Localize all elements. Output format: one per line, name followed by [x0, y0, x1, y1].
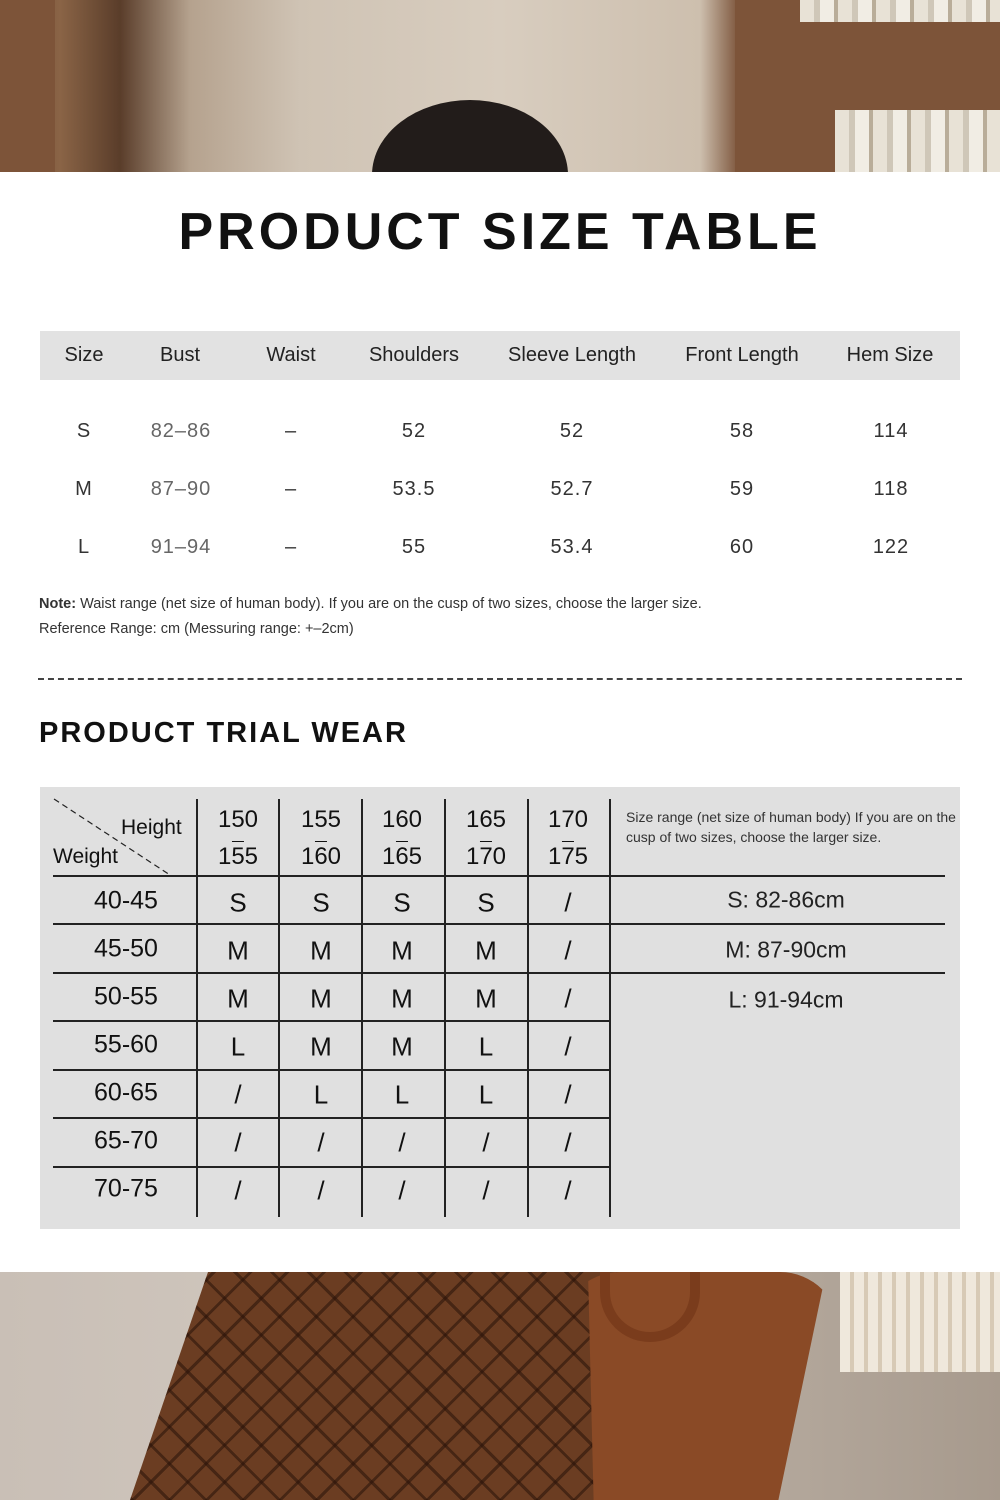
- table-cell: 52.7: [550, 478, 594, 500]
- table-cell: 52: [401, 420, 427, 442]
- size-cell: M: [227, 983, 249, 1014]
- size-cell: /: [317, 1175, 325, 1206]
- reference-range-note: Reference Range: cm (Messuring range: +–2cm): [39, 621, 354, 637]
- table-cell: 82–86: [150, 420, 212, 442]
- grid-line: [53, 923, 945, 925]
- height-from: 150: [217, 806, 259, 833]
- table-cell: 52: [559, 420, 585, 442]
- range-note: Size range (net size of human body) If you are on the cusp of two sizes, choose the larger size.: [626, 809, 956, 845]
- range-l: L: 91-94cm: [728, 986, 844, 1013]
- weight-label: 65-70: [94, 1126, 158, 1155]
- table-cell: –: [284, 536, 298, 558]
- grid-line: [527, 799, 529, 1217]
- size-note: [39, 596, 702, 612]
- height-from: 170: [547, 806, 589, 833]
- table-cell: 53.4: [550, 536, 594, 558]
- bookshelf-bottom-right: [840, 1272, 1000, 1372]
- size-cell: L: [478, 1031, 494, 1062]
- size-cell: /: [564, 887, 572, 918]
- header-bust: Bust: [159, 344, 201, 366]
- table-cell: M: [75, 478, 93, 500]
- header-front-length: Front Length: [685, 344, 799, 366]
- grid-line: [53, 1020, 610, 1022]
- weight-label: 45-50: [94, 934, 158, 963]
- size-table-header: [40, 331, 960, 380]
- trial-wear-table: [40, 787, 960, 1229]
- size-cell: S: [229, 887, 247, 918]
- note-text: Waist range (net size of human body). If you are on the cusp of two sizes, choose the larger size.: [76, 596, 702, 612]
- section-divider: [38, 678, 962, 680]
- size-cell: /: [564, 1079, 572, 1110]
- size-cell: S: [477, 887, 495, 918]
- grid-line: [53, 1069, 610, 1071]
- weight-label: 70-75: [94, 1174, 158, 1203]
- header-size: Size: [64, 344, 104, 366]
- grid-line: [53, 875, 945, 877]
- height-range-160: [382, 801, 422, 875]
- table-cell: 53.5: [392, 478, 436, 500]
- table-cell: L: [77, 536, 91, 558]
- weight-label: 55-60: [94, 1030, 158, 1059]
- height-to: 170: [466, 838, 506, 875]
- grid-line: [278, 799, 280, 1217]
- size-cell: L: [394, 1079, 410, 1110]
- header-hem-size: Hem Size: [846, 344, 934, 366]
- size-cell: /: [564, 1127, 572, 1158]
- grid-line: [53, 1117, 610, 1119]
- size-cell: /: [564, 935, 572, 966]
- weight-label: 50-55: [94, 982, 158, 1011]
- size-cell: M: [391, 983, 413, 1014]
- size-cell: /: [564, 983, 572, 1014]
- grid-line: [444, 799, 446, 1217]
- size-card: [0, 172, 1000, 1272]
- size-cell: /: [482, 1175, 490, 1206]
- height-from: 165: [465, 806, 507, 833]
- size-cell: L: [478, 1079, 494, 1110]
- table-cell: 55: [401, 536, 427, 558]
- background-photo-top: [0, 0, 1000, 172]
- size-cell: /: [564, 1031, 572, 1062]
- note-label: Note:: [39, 596, 77, 612]
- trial-wear-title: PRODUCT TRIAL WEAR: [39, 717, 408, 749]
- height-range-165: [466, 801, 506, 875]
- height-to: 175: [548, 838, 588, 875]
- bookshelf-left: [0, 0, 55, 172]
- table-cell: 87–90: [150, 478, 212, 500]
- grid-line: [196, 799, 198, 1217]
- size-cell: L: [313, 1079, 329, 1110]
- header-sleeve-length: Sleeve Length: [508, 344, 636, 366]
- table-cell: 58: [729, 420, 755, 442]
- corner-height-label: Height: [121, 816, 182, 839]
- size-cell: /: [317, 1127, 325, 1158]
- height-to: 165: [382, 838, 422, 875]
- table-cell: 91–94: [150, 536, 212, 558]
- height-range-150: [218, 801, 258, 875]
- size-cell: L: [230, 1031, 246, 1062]
- height-to: 160: [301, 838, 341, 875]
- height-to: 155: [218, 838, 258, 875]
- weight-label: 60-65: [94, 1078, 158, 1107]
- grid-line: [609, 799, 611, 1217]
- size-cell: /: [234, 1127, 242, 1158]
- size-cell: /: [234, 1175, 242, 1206]
- table-cell: 114: [873, 420, 909, 442]
- height-range-155: [301, 801, 341, 875]
- height-from: 155: [300, 806, 342, 833]
- plaid-skirt: [130, 1272, 650, 1500]
- grid-line: [361, 799, 363, 1217]
- books-top: [800, 0, 1000, 22]
- weight-label: 40-45: [94, 886, 158, 915]
- size-cell: /: [482, 1127, 490, 1158]
- size-cell: /: [234, 1079, 242, 1110]
- size-cell: /: [398, 1127, 406, 1158]
- size-cell: M: [475, 935, 497, 966]
- header-shoulders: Shoulders: [368, 344, 460, 366]
- size-cell: M: [475, 983, 497, 1014]
- height-from: 160: [381, 806, 423, 833]
- books-bottom: [835, 110, 1000, 172]
- size-cell: S: [393, 887, 411, 918]
- grid-line: [53, 1166, 610, 1168]
- range-m: M: 87-90cm: [725, 936, 847, 963]
- size-cell: M: [310, 983, 332, 1014]
- table-cell: –: [284, 420, 298, 442]
- table-cell: –: [284, 478, 298, 500]
- size-cell: M: [391, 935, 413, 966]
- size-cell: M: [310, 935, 332, 966]
- size-cell: M: [391, 1031, 413, 1062]
- table-cell: 118: [873, 478, 909, 500]
- table-cell: 122: [872, 536, 910, 558]
- size-cell: /: [398, 1175, 406, 1206]
- size-table-title: PRODUCT SIZE TABLE: [178, 203, 822, 261]
- grid-line: [53, 972, 945, 974]
- size-cell: M: [310, 1031, 332, 1062]
- size-cell: M: [227, 935, 249, 966]
- height-range-170: [548, 801, 588, 875]
- header-waist: Waist: [266, 344, 316, 366]
- table-cell: 59: [729, 478, 755, 500]
- table-cell: 60: [729, 536, 755, 558]
- size-cell: S: [312, 887, 330, 918]
- table-cell: S: [76, 420, 92, 442]
- size-cell: /: [564, 1175, 572, 1206]
- corner-weight-label: Weight: [53, 845, 118, 868]
- range-s: S: 82-86cm: [727, 886, 845, 913]
